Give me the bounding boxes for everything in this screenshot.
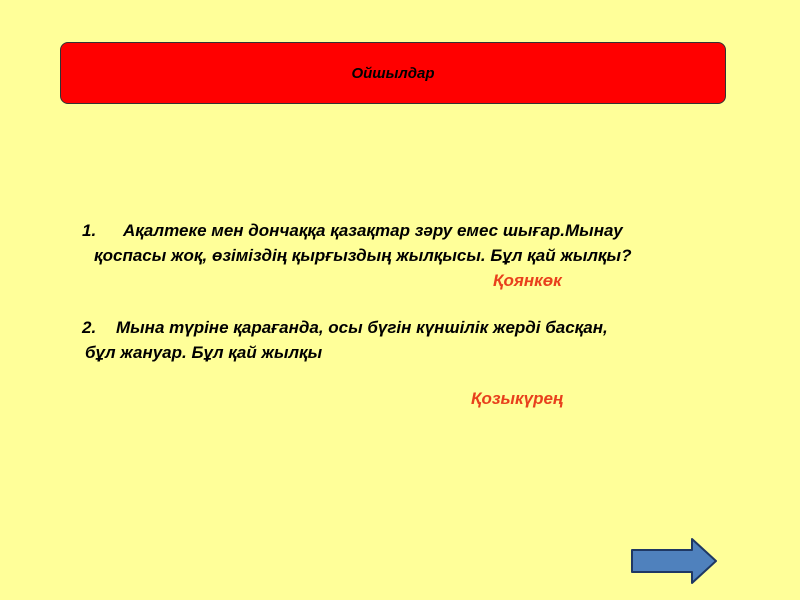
question-text-line: Мына түріне қарағанда, осы бүгін күншілік жерді басқан, (116, 318, 608, 337)
question-text-line: бұл жануар. Бұл қай жылқы (85, 343, 323, 362)
question-text-line: Ақалтеке мен дончаққа қазақтар зәру емес шығар.Мынау (123, 221, 623, 240)
answer-text: Қоянкөк (493, 271, 562, 290)
question-number: 2. (82, 318, 97, 337)
question-text-line: қоспасы жоқ, өзіміздің қырғыздың жылқысы. Бұл қай жылқы? (94, 246, 632, 265)
slide-title: Ойшылдар (351, 64, 435, 82)
right-arrow-icon (630, 537, 718, 585)
title-banner (60, 42, 726, 104)
answer-text: Қозыкүрең (471, 389, 564, 408)
next-button[interactable] (630, 537, 718, 585)
question-number: 1. (82, 221, 97, 240)
